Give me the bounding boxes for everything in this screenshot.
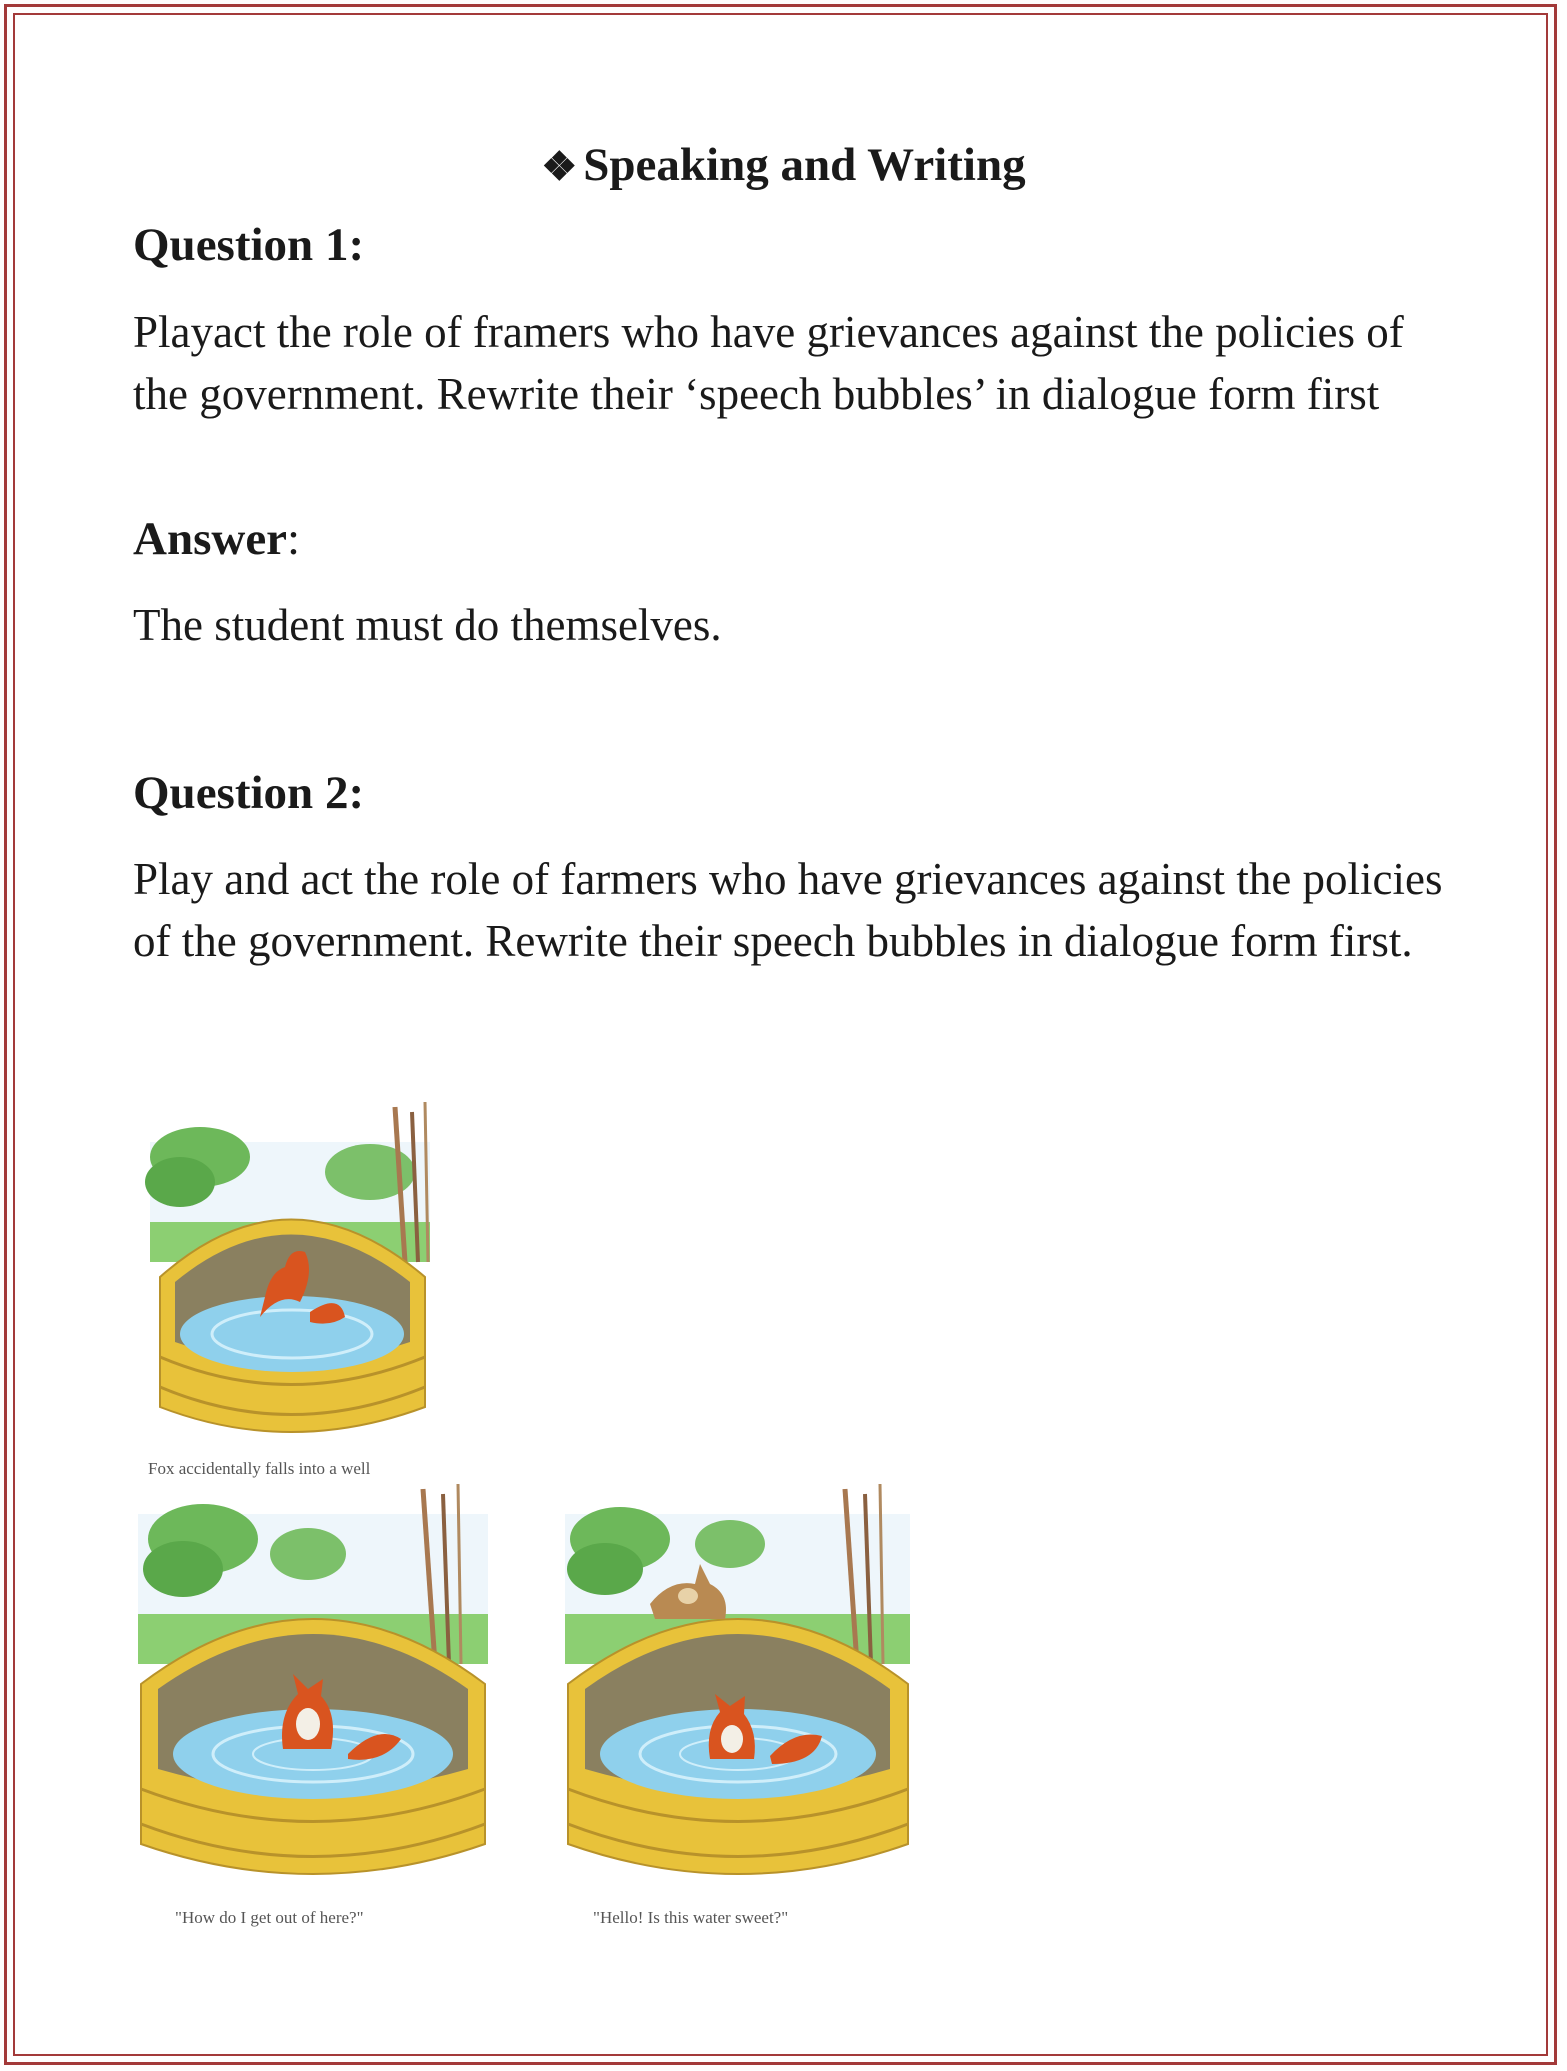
question-2-text: Play and act the role of farmers who have grievances against the policies of the government. Rewrite their speech bubbles in dialogue form first.: [133, 854, 1443, 966]
answer-1-label: [133, 512, 300, 566]
answer-label-colon: :: [287, 513, 301, 565]
caption-panel-3: "Hello! Is this water sweet?": [593, 1908, 789, 1927]
answer-1-text: The student must do themselves.: [133, 600, 722, 650]
section-title-text: Speaking and Writing: [583, 139, 1026, 191]
answer-label-text: Answer: [133, 513, 288, 565]
question-1-text: Playact the role of framers who have grievances against the policies of the government. Rewrite their ‘speech bubbles’ in dialogue form first: [133, 307, 1404, 419]
diamond-bullet-icon: ❖: [541, 144, 578, 189]
illustration-fox-falls-into-well: [140, 1102, 440, 1457]
question-1-label: Question 1:: [133, 219, 365, 271]
illustration-fox-in-well-asking: [133, 1484, 493, 1904]
caption-panel-2: "How do I get out of here?": [175, 1908, 364, 1927]
question-2-label: Question 2:: [133, 767, 365, 819]
caption-panel-1: Fox accidentally falls into a well: [148, 1459, 371, 1478]
illustration-goat-asks-fox: [560, 1484, 915, 1904]
section-title: [0, 138, 1567, 192]
